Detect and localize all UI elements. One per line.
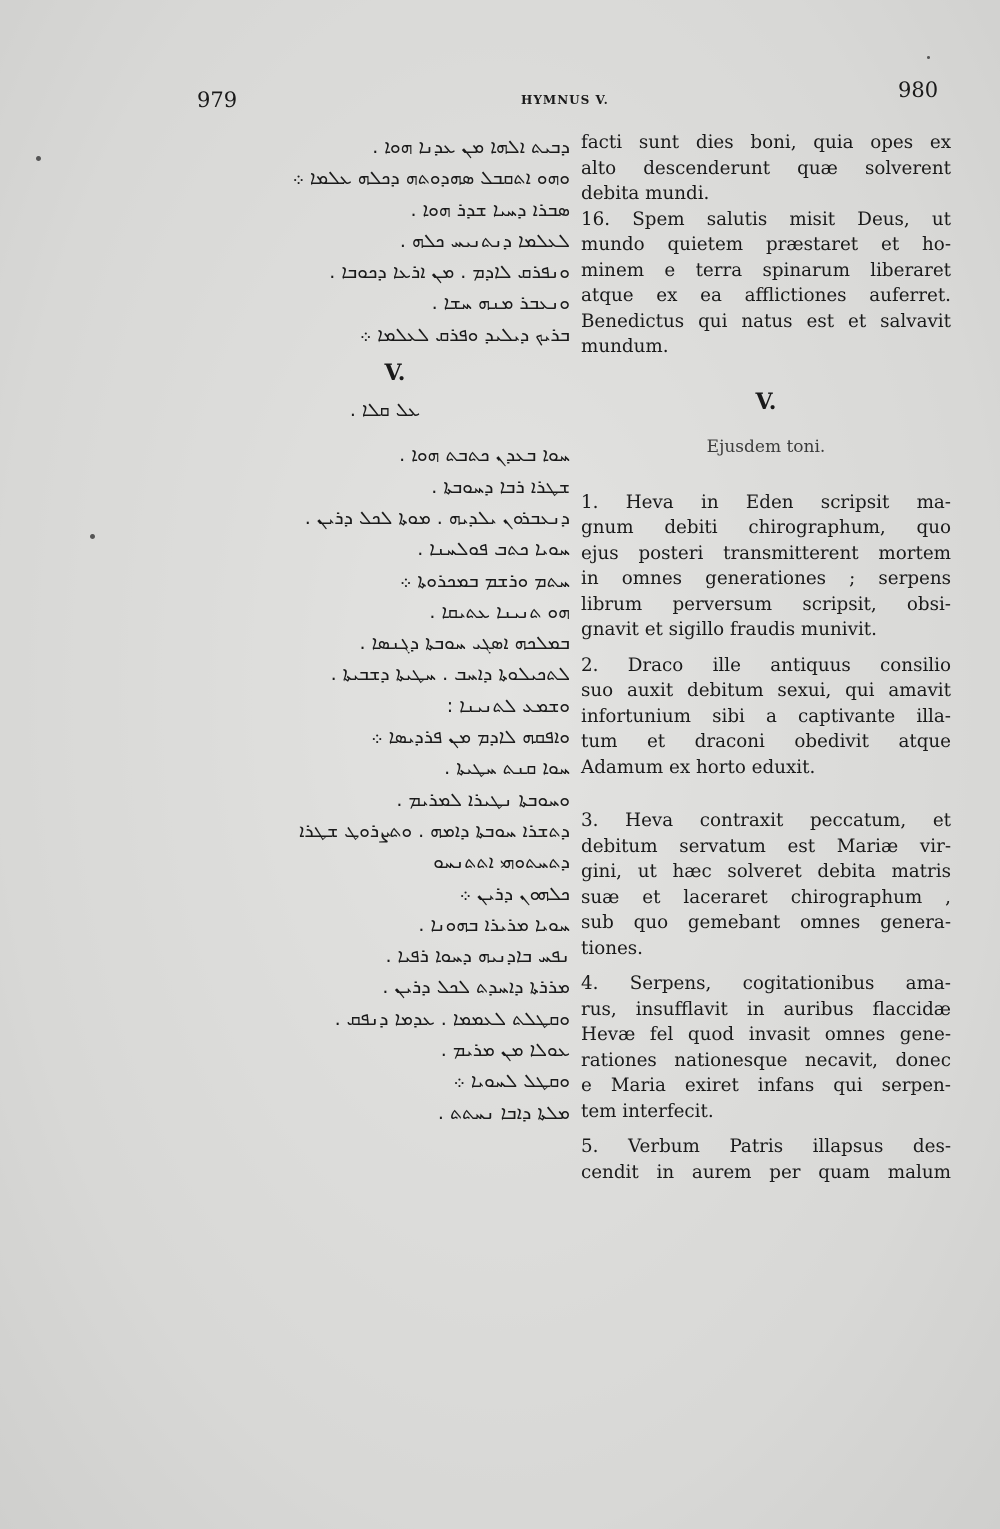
syriac-line: ܒܡܠܟܗ ܐܣܓܝ ܚܘܒܬܐ ܕܓܢܣܐ . (359, 632, 570, 655)
page-number-right: 980 (898, 78, 939, 102)
syriac-line: ܚܘܐ ܒܥܕܢ ܟܬܒܬ ܗܘܐ . (399, 444, 570, 467)
latin-line: mundum. (581, 336, 669, 357)
paper-speck (90, 534, 95, 539)
syriac-line: ܒܪܝܟ ܕܝܠܝܕ ܘܦܪܩ ܠܥܠܡܐ ܀ (359, 323, 570, 346)
latin-line: gnavit et sigillo fraudis munivit. (581, 619, 877, 640)
syriac-line: ܘܢܥܒܪ ܡܢܗ ܚܫܐ . (431, 292, 570, 315)
latin-line: tiones. (581, 937, 643, 959)
syriac-line: ܟܠܗܘܢ ܕܪܝܢ ܀ (459, 882, 570, 905)
syriac-top-stanza (200, 132, 570, 351)
page-number-left: 979 (197, 88, 238, 112)
syriac-line: ܢܦܚ ܒܐܕܢܝܗ ܕܚܘܐ ܪܦܝܐ . (385, 945, 570, 968)
paper-speck (927, 56, 930, 59)
latin-paragraph (581, 971, 951, 1124)
latin-line: alto descenderunt quæ solverent (581, 157, 951, 179)
syriac-hymn-heading: V. (384, 360, 406, 387)
latin-line: tem interfecit. (581, 1100, 714, 1122)
latin-line: Hevæ fel quod invasit omnes gene- (581, 1024, 951, 1045)
latin-line: debita mundi. (581, 183, 710, 204)
latin-line: cendit in aurem per quam malum (581, 1161, 951, 1183)
syriac-line: ܘܫܡܥ ܠܬܢܝܢܐ : (446, 694, 570, 717)
latin-paragraph (581, 808, 951, 961)
latin-paragraph (581, 130, 951, 207)
syriac-line: ܡܪܪܬܐ ܕܐܚܕܬ ܠܟܠ ܕܪܝܢ . (382, 976, 570, 999)
latin-line: 1. Heva in Eden scripsit ma- (581, 491, 951, 513)
latin-line: tum et draconi obedivit atque (581, 731, 951, 752)
syriac-line: ܡܠܬܐ ܕܐܒܐ ܢܚܬܬ . (437, 1101, 570, 1124)
latin-paragraph (581, 207, 951, 360)
latin-line: suo auxit debitum sexui, qui amavit (581, 680, 951, 701)
syriac-line: ܘܢܦܪܩ ܠܐܕܡ . ܡܢ ܐܪܥܐ ܕܟܘܒܐ . (329, 261, 570, 284)
latin-line: 4. Serpens, cogitationibus ama- (581, 973, 951, 994)
syriac-line: ܘܩܛܠ ܠܚܘܝܐ ܀ (453, 1070, 570, 1093)
latin-tone-subheading: Ejusdem toni. (706, 436, 826, 457)
latin-line: Benedictus qui natus est et salvavit (581, 310, 951, 332)
latin-line: 16. Spem salutis misit Deus, ut (581, 208, 951, 230)
syriac-line: ܫܛܪܐ ܪܒܐ ܕܚܘܒܬܐ . (431, 475, 570, 498)
latin-paragraph (581, 490, 951, 643)
latin-line: mundo quietem præstaret et ho- (581, 234, 951, 255)
latin-line: sub quo gemebant omnes genera- (581, 912, 951, 933)
syriac-line: ܗܘ ܬܢܝܢܐ ܥܬܝܩܐ . (429, 600, 570, 623)
latin-paragraph (581, 653, 951, 781)
latin-column (581, 130, 951, 1185)
paper-speck (36, 156, 41, 161)
syriac-tone-line: ܥܠ ܩܠܐ . (349, 399, 421, 422)
syriac-line: ܘܐܦܩܗ ܠܐܕܡ ܡܢ ܦܪܕܝܣܐ ܀ (371, 726, 570, 749)
syriac-line: ܚܘܝܐ ܟܬܒ ܦܘܠܚܢܐ . (417, 538, 570, 561)
latin-line: gnum debiti chirographum, quo (581, 517, 951, 538)
syriac-line: ܠܥܠܡܐ ܕܢܬܢܝܚ ܟܠܗ . (399, 229, 570, 252)
syriac-line: ܕܬܚܬܘܗܝ ܐܬܬܢܚܘ (433, 851, 570, 874)
syriac-hymn-body (200, 440, 570, 1129)
syriac-column (200, 132, 570, 1129)
latin-line: 3. Heva contraxit peccatum, et (581, 810, 951, 831)
latin-line: debitum servatum est Mariæ vir- (581, 835, 951, 857)
latin-line: e Maria exiret infans qui serpen- (581, 1075, 951, 1096)
syriac-line: ܘܚܘܒܬܐ ܢܛܝܪܐ ܠܡܪܝܡ . (396, 788, 570, 811)
latin-line: infortunium sibi a captivante illa- (581, 705, 951, 727)
syriac-line: ܚܬܡ ܘܪܫܡ ܒܡܟܪܘܬܐ ܀ (399, 569, 570, 592)
latin-hymn-heading: V. (755, 388, 777, 415)
latin-line: Adamum ex horto eduxit. (581, 756, 816, 778)
syriac-line: ܚܘܐ ܩܢܬ ܚܛܝܬܐ . (444, 757, 570, 780)
syriac-line: ܘܩܛܠܬ ܠܥܡܡܐ . ܥܕܡܐ ܕܢܦܩ . (334, 1007, 570, 1030)
syriac-line: ܚܘܝܐ ܡܪܝܪܐ ܒܗܘܢܐ . (418, 913, 570, 936)
latin-line: librum perversum scripsit, obsi- (581, 593, 951, 615)
latin-line: gini, ut hæc solveret debita matris (581, 861, 951, 882)
syriac-line: ܕܬܫܪܐ ܚܘܒܬܐ ܕܐܡܗ . ܘܬܨܪܘܛ ܫܛܪܐ (299, 819, 570, 842)
page-header (0, 78, 1000, 118)
latin-line: suæ et laceraret chirographum , (581, 886, 951, 908)
syriac-line: ܥܘܠܐ ܡܢ ܡܪܝܡ . (440, 1039, 570, 1062)
latin-line: rus, insufflavit in auribus flaccidæ (581, 998, 951, 1020)
latin-line: 2. Draco ille antiquus consilio (581, 654, 951, 676)
latin-line: ejus posteri transmitterent mortem (581, 542, 951, 564)
syriac-line: ܕܒܝܬ ܐܠܗܐ ܡܢ ܥܕܢܐ ܗܘܐ . (372, 136, 570, 158)
syriac-line: ܘܗܘ ܐܬܩܒܠ ܣܗܕܘܬܗ ܕܟܠܗ ܥܠܡܐ ܀ (292, 167, 570, 190)
syriac-line: ܣܒܪܐ ܕܚܝܐ ܫܕܪ ܗܘܐ . (410, 198, 570, 221)
running-title: HYMNUS V. (521, 93, 609, 107)
latin-line: rationes nationesque necavit, donec (581, 1049, 951, 1071)
syriac-line: ܠܬܟܝܠܘܬܐ ܕܐܚܒ . ܚܛܝܬܐ ܕܫܒܝܬܐ . (330, 663, 570, 686)
syriac-line: ܕܢܥܒܪܘܢ ܝܠܕܝܗ . ܡܘܬܐ ܠܟܠ ܕܪܝܢ . (304, 506, 570, 529)
latin-line: facti sunt dies boni, quia opes ex (581, 132, 951, 153)
latin-line: in omnes generationes ; serpens (581, 568, 951, 589)
latin-line: minem e terra spinarum liberaret (581, 259, 951, 281)
latin-line: 5. Verbum Patris illapsus des- (581, 1136, 951, 1157)
latin-line: atque ex ea afflictiones auferret. (581, 285, 951, 306)
latin-paragraph (581, 1134, 951, 1185)
